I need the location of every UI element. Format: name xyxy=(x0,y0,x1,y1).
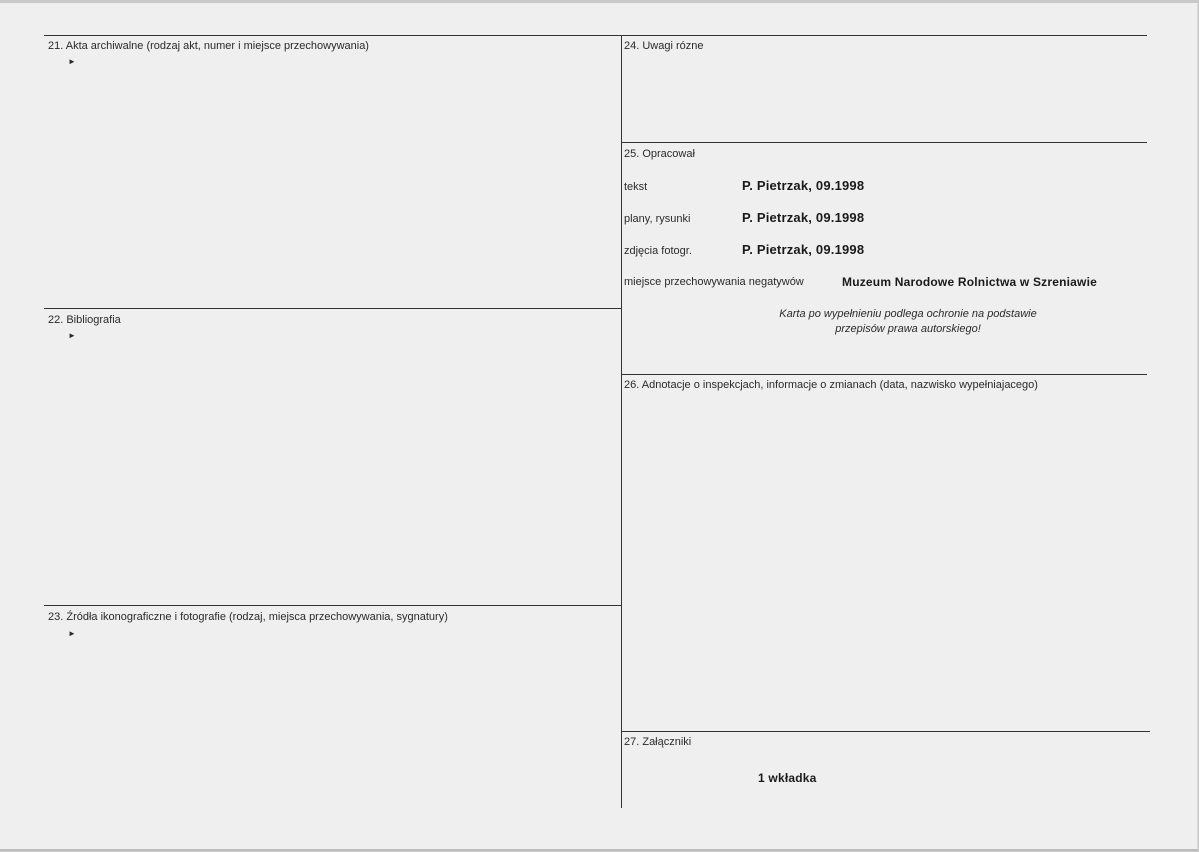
section-24-title: 24. Uwagi rózne xyxy=(624,40,704,52)
section-21-arrow: ► xyxy=(68,57,76,66)
photos-author-value: P. Pietrzak, 09.1998 xyxy=(742,242,865,257)
drawings-author-value: P. Pietrzak, 09.1998 xyxy=(742,210,865,225)
copyright-note-line-2: przepisów prawa autorskiego! xyxy=(835,323,981,335)
section-25-title: 25. Opracował xyxy=(624,148,695,160)
photos-author-label: zdjęcia fotogr. xyxy=(624,245,692,257)
section-22-title: 22. Bibliografia xyxy=(48,314,121,326)
section-23-rule xyxy=(44,605,621,606)
copyright-note xyxy=(700,307,1116,337)
negatives-location-label: miejsce przechowywania negatywów xyxy=(624,276,804,288)
section-23-title: 23. Źródła ikonograficzne i fotografie (rodzaj, miejsca przechowywania, sygnatury) xyxy=(48,611,448,623)
section-26-title: 26. Adnotacje o inspekcjach, informacje o zmianach (data, nazwisko wypełniajacego) xyxy=(624,379,1038,391)
center-divider xyxy=(621,35,622,808)
section-27-title: 27. Załączniki xyxy=(624,736,692,748)
text-author-label: tekst xyxy=(624,181,648,193)
section-23-arrow: ► xyxy=(68,629,76,638)
section-22-rule xyxy=(44,308,621,309)
copyright-note-line-1: Karta po wypełnieniu podlega ochronie na podstawie xyxy=(779,308,1037,320)
attachments-value: 1 wkładka xyxy=(758,771,817,785)
text-author-value: P. Pietrzak, 09.1998 xyxy=(742,178,865,193)
section-25-rule xyxy=(621,142,1147,143)
drawings-author-label: plany, rysunki xyxy=(624,213,691,225)
section-21-title: 21. Akta archiwalne (rodzaj akt, numer i miejsce przechowywania) xyxy=(48,40,369,52)
section-22-arrow: ► xyxy=(68,331,76,340)
section-27-rule xyxy=(621,731,1150,732)
form-card xyxy=(0,3,1198,851)
section-26-rule xyxy=(621,374,1147,375)
negatives-location-value: Muzeum Narodowe Rolnictwa w Szreniawie xyxy=(842,275,1097,289)
top-rule xyxy=(44,35,1147,36)
